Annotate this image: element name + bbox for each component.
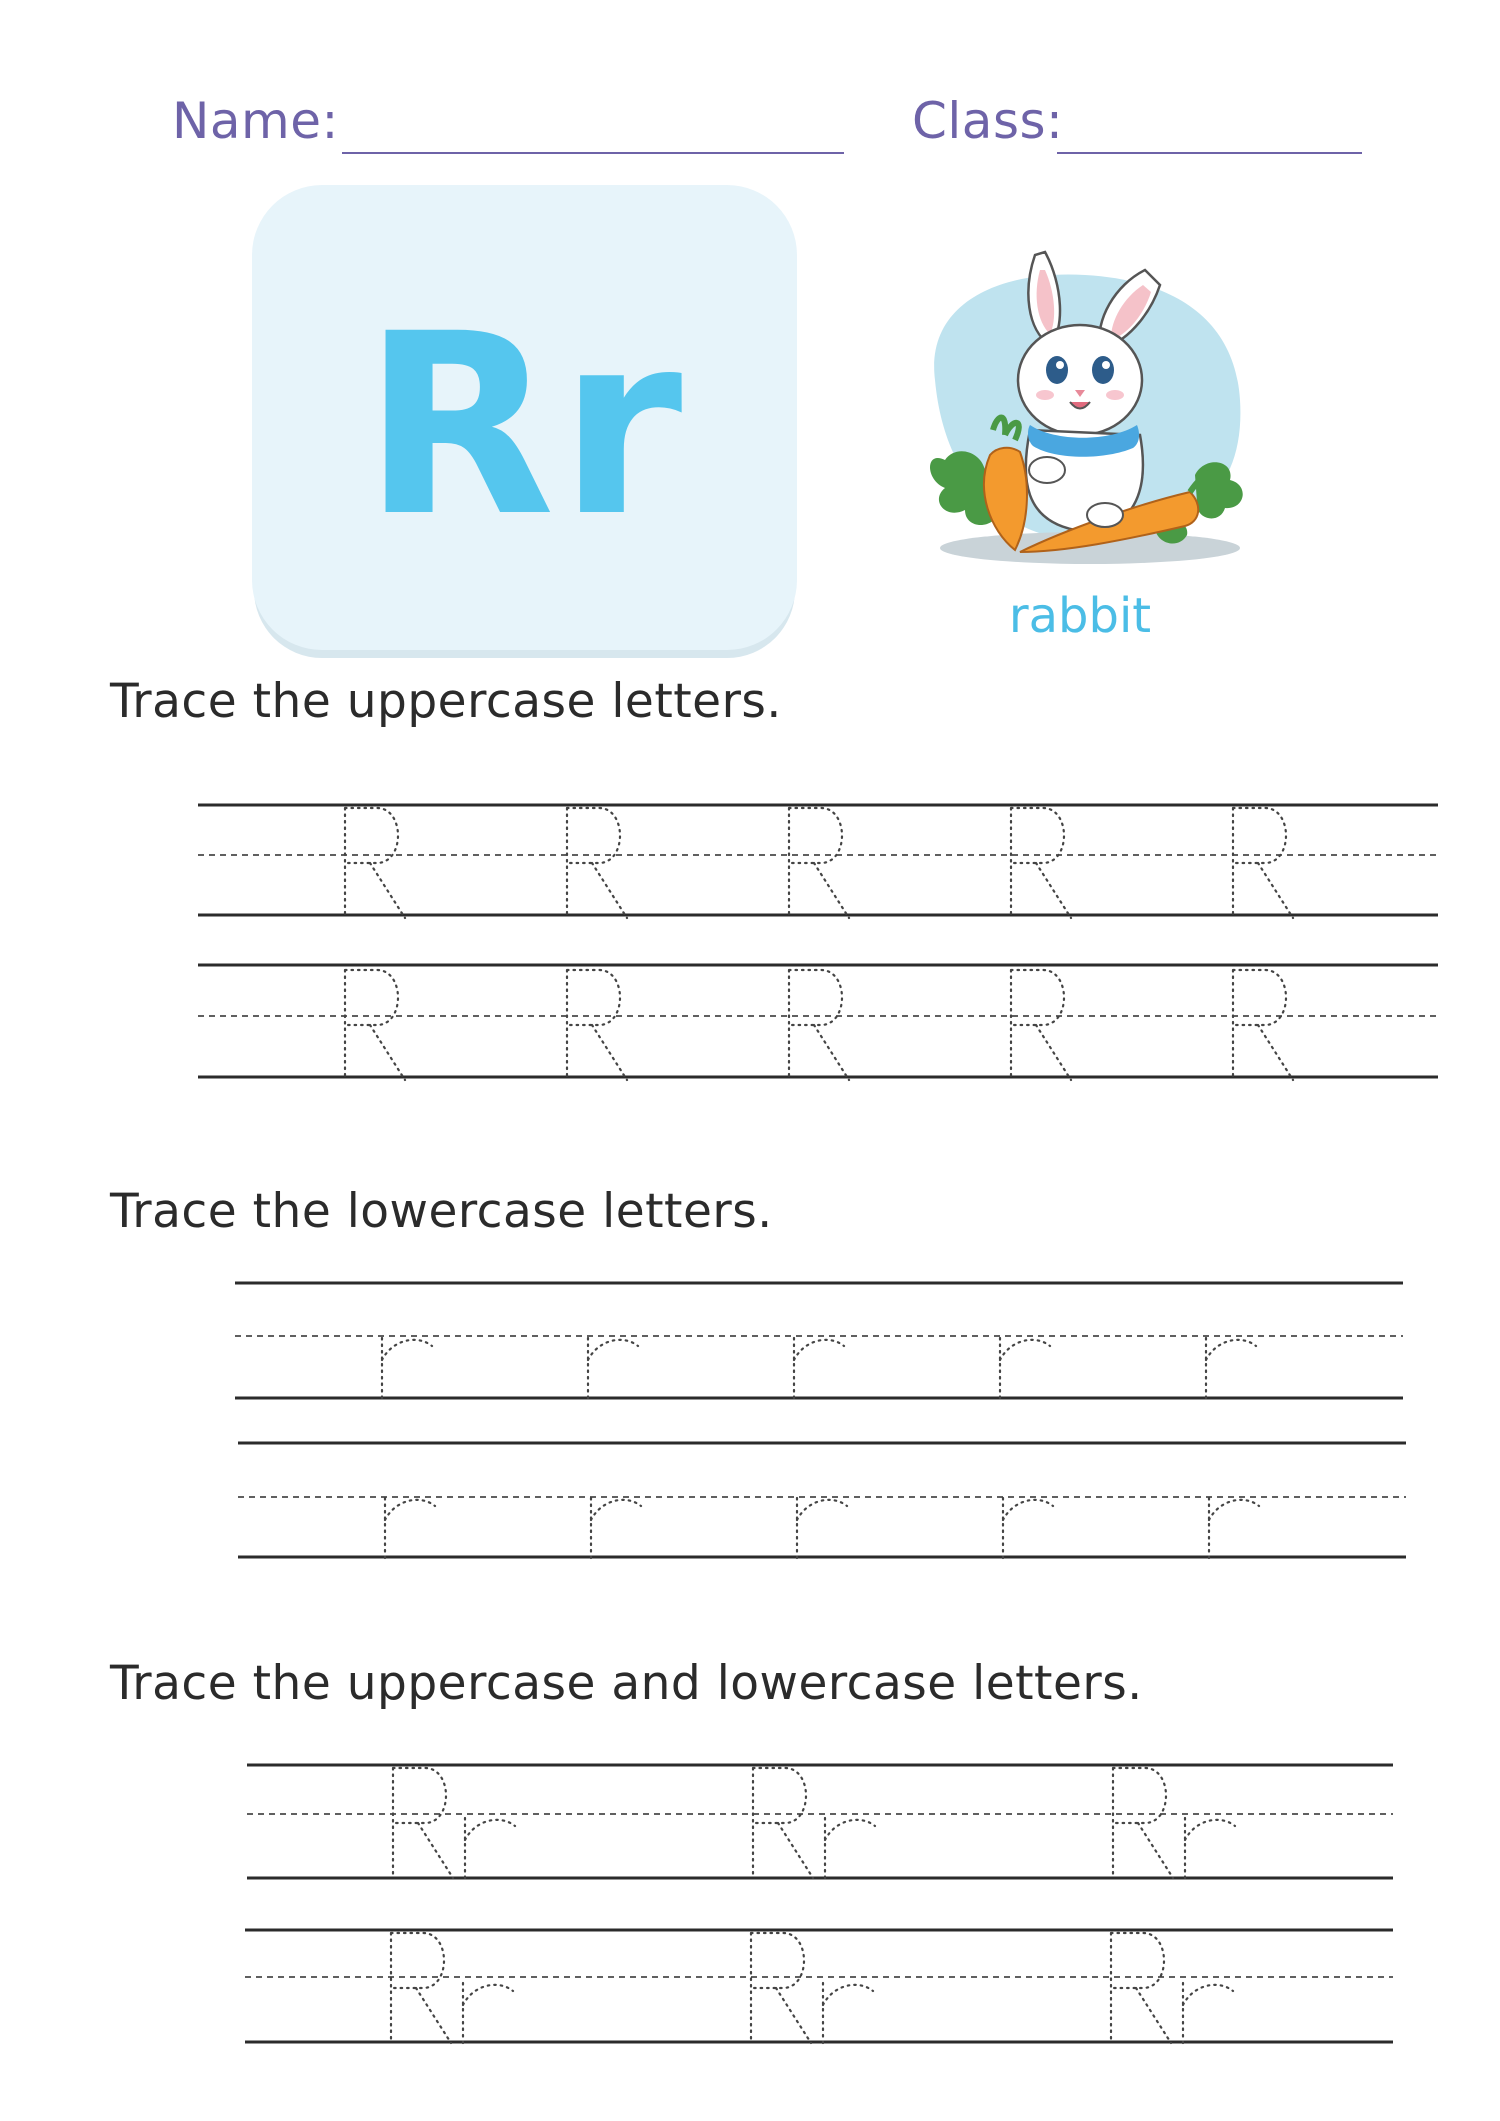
trace-letter-uppercase-r[interactable] [789, 970, 849, 1080]
trace-letter-uppercase-r[interactable] [1011, 970, 1071, 1080]
trace-letter-uppercase-r[interactable] [1233, 970, 1293, 1080]
trace-letter-uppercase-r[interactable] [391, 1933, 451, 2043]
trace-letter-lowercase-r[interactable] [463, 1983, 513, 2043]
trace-letter-lowercase-r[interactable] [1003, 1498, 1053, 1558]
trace-letter-lowercase-r[interactable] [385, 1498, 435, 1558]
trace-letter-lowercase-r[interactable] [794, 1338, 844, 1398]
trace-letter-uppercase-r[interactable] [751, 1933, 811, 2043]
instruction-lowercase: Trace the lowercase letters. [110, 1184, 773, 1239]
trace-letter-uppercase-r[interactable] [393, 1768, 453, 1878]
trace-letter-lowercase-r[interactable] [591, 1498, 641, 1558]
trace-letter-uppercase-r[interactable] [1111, 1933, 1171, 2043]
trace-letter-lowercase-r[interactable] [1185, 1818, 1235, 1878]
trace-letter-lowercase-r[interactable] [465, 1818, 515, 1878]
trace-letter-lowercase-r[interactable] [382, 1338, 432, 1398]
trace-letter-lowercase-r[interactable] [1000, 1338, 1050, 1398]
trace-letter-lowercase-r[interactable] [797, 1498, 847, 1558]
trace-letter-lowercase-r[interactable] [1183, 1983, 1233, 2043]
trace-letter-uppercase-r[interactable] [1011, 808, 1071, 918]
class-label: Class: [912, 92, 1064, 150]
trace-letter-uppercase-r[interactable] [345, 970, 405, 1080]
trace-letter-uppercase-r[interactable] [345, 808, 405, 918]
instruction-mixed: Trace the uppercase and lowercase letters. [110, 1656, 1143, 1711]
trace-letter-lowercase-r[interactable] [1206, 1338, 1256, 1398]
trace-letter-lowercase-r[interactable] [588, 1338, 638, 1398]
featured-letters: Rr [362, 280, 687, 571]
trace-letter-uppercase-r[interactable] [753, 1768, 813, 1878]
name-label: Name: [172, 92, 339, 150]
trace-letter-uppercase-r[interactable] [1233, 808, 1293, 918]
trace-letter-lowercase-r[interactable] [1209, 1498, 1259, 1558]
instruction-uppercase: Trace the uppercase letters. [110, 674, 782, 729]
picture-caption: rabbit [1008, 588, 1152, 644]
trace-letter-lowercase-r[interactable] [823, 1983, 873, 2043]
trace-letter-uppercase-r[interactable] [567, 808, 627, 918]
trace-letter-uppercase-r[interactable] [567, 970, 627, 1080]
trace-letter-lowercase-r[interactable] [825, 1818, 875, 1878]
trace-letter-uppercase-r[interactable] [789, 808, 849, 918]
trace-letter-uppercase-r[interactable] [1113, 1768, 1173, 1878]
